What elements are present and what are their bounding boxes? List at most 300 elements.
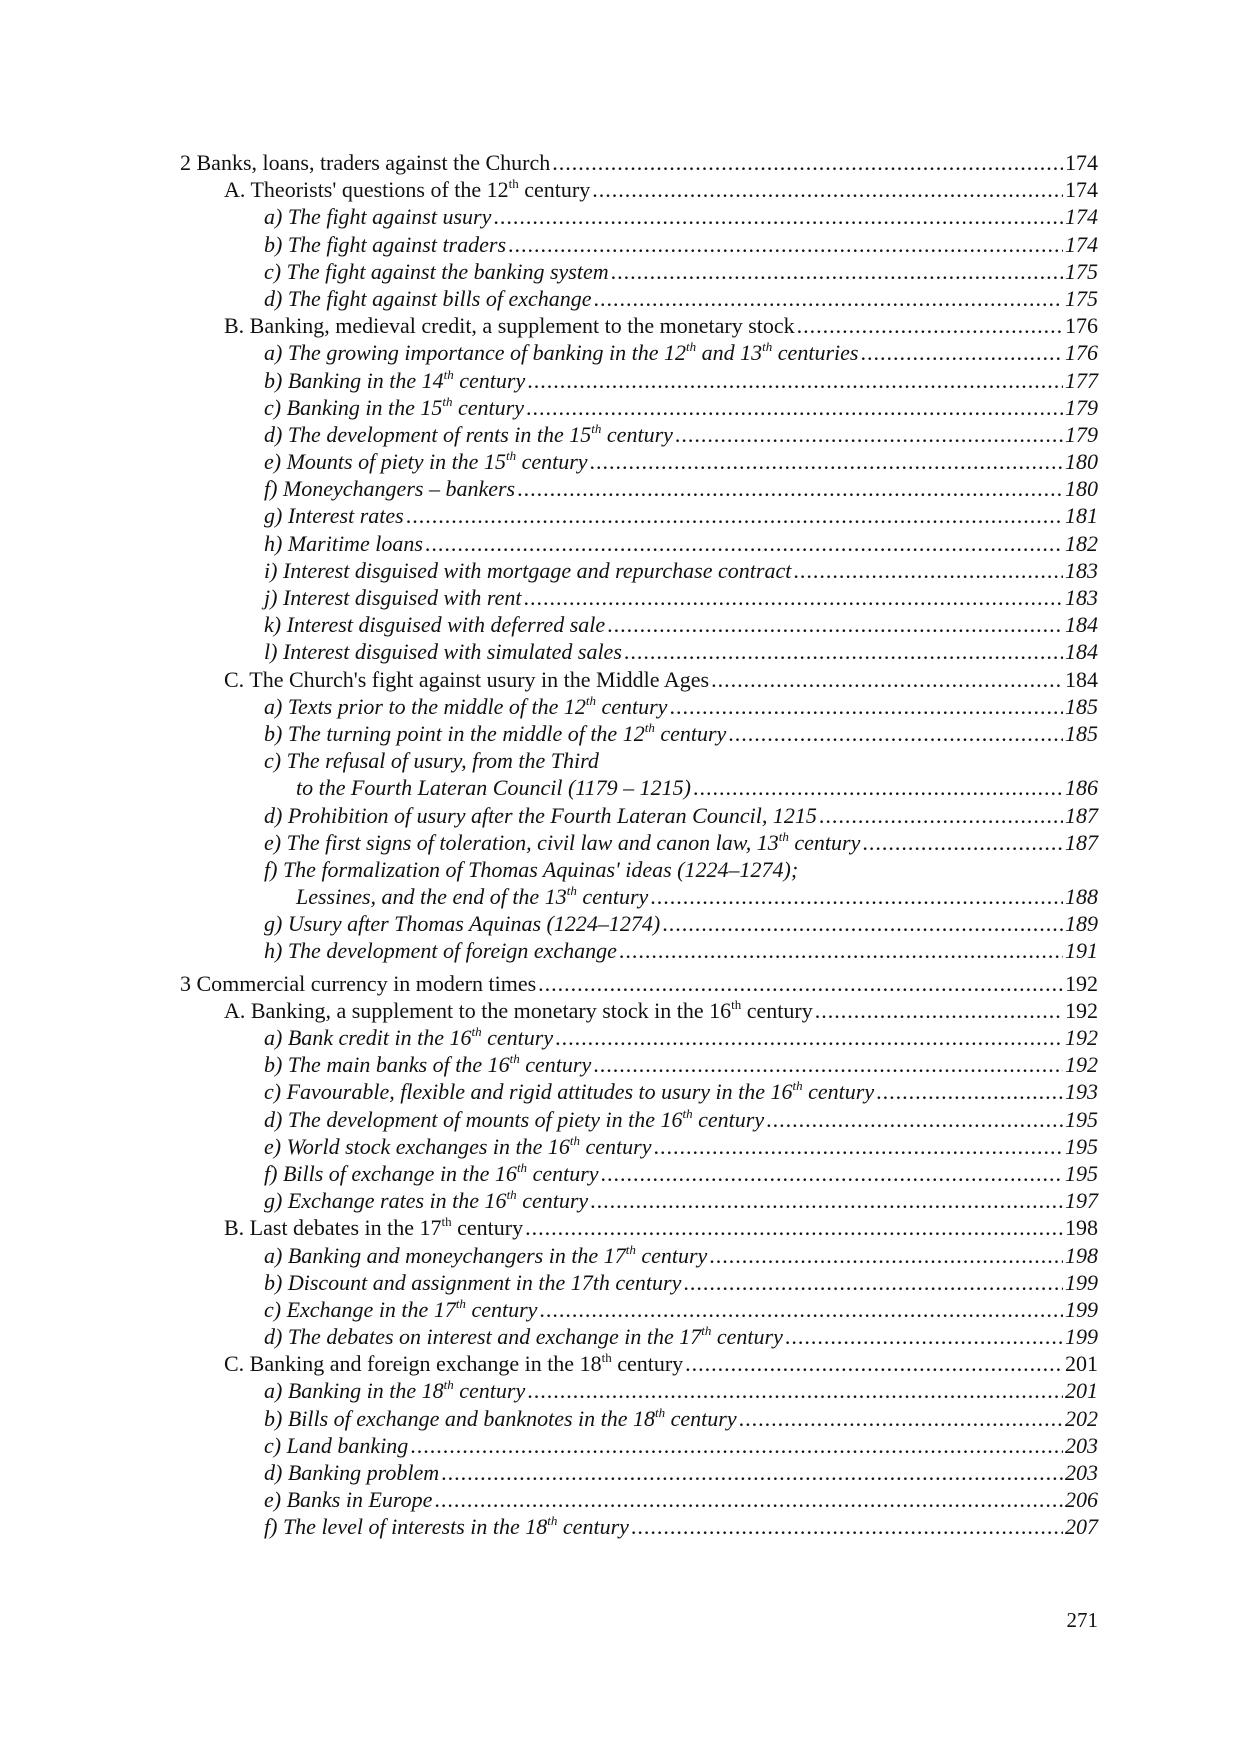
toc-entry-title (264, 937, 617, 964)
title-text: g) Interest rates (264, 503, 404, 529)
toc-subsection (180, 1323, 1098, 1350)
title-text: f) Bills of exchange in the 16 (264, 1160, 517, 1186)
toc-entry-title (264, 1459, 439, 1486)
title-text: a) Texts prior to the middle of the 12 (264, 693, 586, 719)
toc-entry-title (264, 502, 404, 529)
toc-subsection (180, 1432, 1098, 1459)
title-text: c) Favourable, flexible and rigid attitudes to usury in the 16 (264, 1079, 793, 1105)
title-text: g) Usury after Thomas Aquinas (1224–1274) (264, 911, 661, 937)
toc-subsection (180, 937, 1098, 964)
toc-page-number: 185 (1065, 693, 1098, 719)
dot-leader (739, 1405, 1063, 1432)
title-text: century (516, 449, 588, 475)
toc-page-number: 192 (1065, 1025, 1098, 1050)
superscript: th (443, 366, 454, 382)
toc-page-number: 193 (1065, 1079, 1098, 1105)
superscript: th (644, 719, 655, 735)
title-text: e) Mounts of piety in the 15 (264, 449, 506, 475)
title-text: k) Interest disguised with deferred sale (264, 612, 606, 638)
dot-leader (552, 149, 1063, 176)
title-text: b) Discount and assignment in the 17th century (264, 1269, 682, 1295)
toc-subsection (180, 747, 1098, 774)
title-text: c) The fight against the banking system (264, 258, 609, 284)
title-text: 2 Banks, loans, traders against the Church (180, 150, 551, 175)
toc-page-number: 180 (1065, 476, 1098, 502)
toc-entry-title (264, 1323, 783, 1350)
toc-entry-title (264, 1051, 591, 1078)
toc-subsection (180, 1269, 1098, 1296)
toc-page-number: 201 (1065, 1351, 1098, 1377)
title-text: a) The growing importance of banking in the 12 (264, 340, 687, 366)
toc-page-number: 182 (1065, 530, 1098, 556)
toc-entry-title (264, 258, 609, 285)
toc-entry-title (264, 530, 423, 557)
title-text: 3 Commercial currency in modern times (180, 970, 537, 996)
superscript: th (505, 448, 517, 464)
toc-entry-title (264, 1024, 553, 1051)
toc-page-number: 201 (1065, 1378, 1098, 1404)
title-text: century (481, 1025, 554, 1050)
superscript: th (441, 1214, 452, 1230)
superscript: th (455, 1295, 466, 1311)
toc-page-number: 191 (1065, 938, 1098, 964)
title-text: century (665, 1405, 737, 1431)
toc-subsection (180, 1459, 1098, 1486)
toc-subsection (180, 638, 1098, 665)
toc-subsection (180, 584, 1098, 611)
dot-leader (815, 997, 1063, 1024)
superscript: th (516, 1159, 528, 1175)
toc-page-number: 195 (1065, 1106, 1098, 1132)
title-text: C. The Church's fight against usury in the Middle Ages (224, 666, 710, 692)
superscript: th (547, 1513, 558, 1529)
toc-page-number: 179 (1065, 394, 1098, 420)
toc-page-number: 187 (1065, 829, 1098, 855)
toc-entry-title (264, 638, 622, 665)
toc-subsection (180, 856, 1098, 883)
title-text: century (465, 1296, 538, 1322)
title-text: c) The refusal of usury, from the Third (264, 748, 599, 774)
title-text: d) Prohibition of usury after the Fourth Lateran Council, 1215 (264, 802, 817, 828)
title-text: century (453, 367, 526, 393)
superscript: th (443, 1377, 454, 1393)
toc-entry-title (264, 557, 791, 584)
toc-subsection (180, 1405, 1098, 1432)
dot-leader (793, 557, 1063, 584)
dot-leader (711, 666, 1063, 693)
title-text: c) Land banking (264, 1432, 409, 1458)
toc-entry-title (264, 475, 515, 502)
title-text: century (741, 997, 813, 1023)
dot-leader (555, 1024, 1063, 1051)
toc-page-number: 186 (1065, 775, 1098, 801)
title-text: century (453, 1378, 526, 1404)
title-text: century (692, 1106, 765, 1132)
title-text: century (595, 693, 668, 719)
superscript: th (566, 883, 577, 899)
toc-subsection (180, 394, 1098, 421)
toc-page-number: 176 (1065, 340, 1098, 366)
dot-leader (425, 530, 1063, 557)
dot-leader (669, 693, 1063, 720)
toc-entry-title (264, 910, 660, 937)
superscript: th (471, 1024, 482, 1039)
toc-entry-title (264, 1432, 408, 1459)
toc-subsection (180, 1296, 1098, 1323)
title-text: C. Banking and foreign exchange in the 18 (224, 1351, 602, 1377)
toc-subsection (180, 557, 1098, 584)
toc-subsection (180, 883, 1098, 910)
toc-page-number: 206 (1065, 1487, 1098, 1513)
title-text: b) The fight against traders (264, 231, 507, 257)
superscript: th (591, 420, 602, 436)
dot-leader (766, 1106, 1063, 1133)
dot-leader (662, 910, 1063, 937)
dot-leader (631, 1513, 1063, 1540)
title-text: and 13 (696, 340, 763, 366)
toc-entry-title (264, 1187, 588, 1214)
title-text: century (527, 1160, 599, 1186)
dot-leader (653, 1133, 1063, 1160)
superscript: th (778, 828, 789, 844)
toc-entry-title (264, 1269, 681, 1296)
dot-leader (525, 1214, 1063, 1241)
toc-subsection (180, 285, 1098, 312)
toc-chapter (180, 970, 1098, 997)
superscript: th (686, 339, 697, 355)
toc-page-number: 180 (1065, 449, 1098, 475)
toc-entry-title (264, 1486, 432, 1513)
toc-page-number: 174 (1065, 231, 1098, 257)
superscript: th (442, 393, 453, 409)
title-text: century (516, 1188, 589, 1214)
dot-leader (590, 448, 1063, 475)
toc-page-number: 203 (1065, 1460, 1098, 1485)
toc-page-number: 199 (1065, 1269, 1098, 1295)
toc-page-number: 185 (1065, 720, 1098, 746)
title-text: f) The formalization of Thomas Aquinas' ideas (1224–1274); (264, 856, 799, 882)
toc-entry-title (264, 747, 599, 774)
toc-entry-title (180, 149, 550, 176)
toc-subsection (180, 910, 1098, 937)
toc-entry-title (180, 970, 536, 997)
toc-subsection (180, 1133, 1098, 1160)
toc-page-number: 197 (1065, 1188, 1098, 1214)
superscript: th (762, 339, 773, 355)
dot-leader (624, 638, 1063, 665)
superscript: th (682, 1105, 693, 1121)
dot-leader (517, 475, 1063, 502)
dot-leader (508, 231, 1063, 258)
dot-leader (539, 1296, 1063, 1323)
toc-subsection (180, 530, 1098, 557)
toc-entry-title (264, 285, 592, 312)
toc-page-number: 175 (1065, 258, 1098, 284)
toc-subsection (180, 720, 1098, 747)
toc-page-number: 187 (1065, 802, 1098, 828)
dot-leader (594, 285, 1063, 312)
title-text: century (451, 1215, 524, 1241)
dot-leader (693, 774, 1063, 801)
toc-entry-title (264, 611, 605, 638)
toc-subsection (180, 502, 1098, 529)
title-text: h) The development of foreign exchange (264, 938, 617, 964)
dot-leader (611, 258, 1063, 285)
dot-leader (607, 611, 1063, 638)
dot-leader (523, 584, 1063, 611)
dot-leader (876, 1078, 1063, 1105)
toc-entry-title (264, 693, 667, 720)
toc-subsection (180, 1242, 1098, 1269)
superscript: th (509, 1051, 520, 1067)
dot-leader (493, 203, 1063, 230)
toc-page-number: 189 (1065, 911, 1098, 937)
dot-leader (593, 1051, 1063, 1078)
toc-page-number: 195 (1065, 1160, 1098, 1186)
toc-subsection (180, 829, 1098, 856)
title-text: century (788, 829, 861, 855)
toc-subsection (180, 1160, 1098, 1187)
toc-subsection (180, 1106, 1098, 1133)
title-text: century (576, 884, 649, 910)
toc-entry-title (264, 829, 860, 856)
toc-subsection (180, 1377, 1098, 1404)
toc-subsection (180, 203, 1098, 230)
toc-entry-title (264, 802, 817, 829)
toc-subsection (180, 339, 1098, 366)
title-text: to the Fourth Lateran Council (1179 – 1215) (296, 775, 691, 801)
toc-section (180, 176, 1098, 203)
page-number: 271 (1066, 1608, 1098, 1632)
dot-leader (410, 1432, 1063, 1459)
toc-page-number: 174 (1065, 204, 1098, 230)
toc-page-number: 198 (1065, 1242, 1098, 1268)
toc-entry-title (264, 856, 798, 883)
toc-page-number: 188 (1065, 884, 1098, 910)
toc-chapter (180, 149, 1098, 176)
toc-page-number: 184 (1065, 666, 1098, 692)
toc-entry-title (264, 1377, 525, 1404)
title-text: B. Last debates in the 17 (224, 1215, 442, 1241)
title-text: g) Exchange rates in the 16 (264, 1188, 507, 1214)
toc-entry-title (224, 312, 795, 339)
toc-page-number: 174 (1065, 177, 1098, 203)
title-text: a) The fight against usury (264, 204, 492, 230)
dot-leader (441, 1459, 1063, 1486)
toc-entry-title (264, 1513, 629, 1540)
superscript: th (585, 692, 596, 708)
dot-leader (650, 883, 1063, 910)
toc-entry-title (264, 1133, 651, 1160)
toc-page-number: 183 (1065, 585, 1098, 610)
toc-page-number: 195 (1065, 1133, 1098, 1159)
title-text: century (519, 1052, 592, 1078)
superscript: th (731, 996, 742, 1012)
toc-page-number: 199 (1065, 1324, 1098, 1350)
dot-leader (619, 937, 1063, 964)
title-text: i) Interest disguised with mortgage and repurchase contract (264, 557, 792, 583)
toc-subsection (180, 1024, 1098, 1051)
toc-entry-title (224, 1214, 523, 1241)
title-text: b) Banking in the 14 (264, 367, 444, 393)
dot-leader (675, 421, 1063, 448)
superscript: th (792, 1078, 803, 1094)
toc-subsection (180, 448, 1098, 475)
title-text: century (635, 1242, 708, 1268)
title-text: c) Banking in the 15 (264, 394, 443, 420)
toc-page-number: 192 (1065, 997, 1098, 1023)
title-text: century (611, 1351, 684, 1377)
title-text: d) The debates on interest and exchange in the 17 (264, 1324, 702, 1350)
superscript: th (506, 1187, 517, 1203)
title-text: j) Interest disguised with rent (264, 585, 522, 610)
toc-page-number: 198 (1065, 1215, 1098, 1241)
toc-entry-title (264, 1078, 874, 1105)
title-text: d) The fight against bills of exchange (264, 285, 592, 311)
toc-page-number: 184 (1065, 639, 1098, 665)
title-text: a) Bank credit in the 16 (264, 1025, 472, 1050)
toc-entry-title (224, 997, 813, 1024)
toc-page-number: 207 (1065, 1514, 1098, 1540)
toc-page-number: 199 (1065, 1296, 1098, 1322)
toc-section (180, 312, 1098, 339)
toc-page-number: 202 (1065, 1405, 1098, 1431)
title-text: century (452, 394, 524, 420)
title-text: d) Banking problem (264, 1460, 440, 1485)
title-text: d) The development of mounts of piety in the 16 (264, 1106, 683, 1132)
toc-page-number: 192 (1065, 1052, 1098, 1078)
toc-entry-title (264, 203, 491, 230)
toc-entry-title (264, 720, 726, 747)
toc-entry-title (264, 1160, 599, 1187)
superscript: th (655, 1404, 666, 1420)
dot-leader (526, 394, 1063, 421)
title-text: A. Theorists' questions of the 12 (224, 177, 509, 203)
toc-entry-title (264, 448, 588, 475)
toc-subsection (180, 475, 1098, 502)
toc-subsection (180, 774, 1098, 801)
title-text: century (557, 1514, 629, 1540)
toc-entry-title (264, 1405, 737, 1432)
dot-leader (862, 829, 1063, 856)
toc-subsection (180, 802, 1098, 829)
toc-entry-title (296, 774, 691, 801)
toc-section (180, 1350, 1098, 1377)
toc-entry-title (224, 1350, 683, 1377)
toc-entry-title (264, 231, 506, 258)
dot-leader (406, 502, 1063, 529)
title-text: A. Banking, a supplement to the monetary stock in the 16 (224, 997, 732, 1023)
title-text: l) Interest disguised with simulated sales (264, 639, 622, 665)
toc-subsection (180, 1051, 1098, 1078)
table-of-contents (180, 149, 1098, 1541)
title-text: B. Banking, medieval credit, a supplement to the monetary stock (224, 313, 795, 339)
dot-leader (709, 1242, 1063, 1269)
toc-subsection (180, 1513, 1098, 1540)
title-text: e) Banks in Europe (264, 1487, 433, 1513)
toc-page-number: 176 (1065, 313, 1098, 339)
toc-entry-title (264, 1242, 707, 1269)
toc-entry-title (296, 883, 648, 910)
title-text: century (601, 421, 673, 447)
toc-page-number: 184 (1065, 612, 1098, 638)
title-text: Lessines, and the end of the 13 (296, 884, 567, 910)
toc-entry-title (264, 1296, 537, 1323)
title-text: a) Banking in the 18 (264, 1378, 444, 1404)
title-text: d) The development of rents in the 15 (264, 421, 592, 447)
dot-leader (601, 1160, 1063, 1187)
toc-section (180, 1214, 1098, 1241)
title-text: a) Banking and moneychangers in the 17 (264, 1242, 626, 1268)
title-text: century (580, 1133, 652, 1159)
title-text: century (654, 720, 727, 746)
dot-leader (592, 176, 1063, 203)
toc-subsection (180, 258, 1098, 285)
superscript: th (701, 1323, 712, 1339)
toc-entry-title (264, 584, 521, 611)
toc-section (180, 666, 1098, 693)
title-text: e) World stock exchanges in the 16 (264, 1133, 570, 1159)
dot-leader (590, 1187, 1063, 1214)
toc-page-number: 177 (1065, 367, 1098, 393)
superscript: th (508, 176, 519, 192)
title-text: century (711, 1324, 783, 1350)
toc-section (180, 997, 1098, 1024)
title-text: centuries (772, 340, 859, 366)
dot-leader (434, 1486, 1063, 1513)
toc-subsection (180, 693, 1098, 720)
superscript: th (569, 1132, 581, 1148)
toc-entry-title (224, 176, 590, 203)
title-text: f) The level of interests in the 18 (264, 1514, 548, 1540)
toc-page-number: 203 (1065, 1432, 1098, 1458)
dot-leader (797, 312, 1063, 339)
toc-subsection (180, 367, 1098, 394)
toc-entry-title (264, 421, 673, 448)
dot-leader (527, 1377, 1063, 1404)
toc-entry-title (264, 394, 524, 421)
title-text: f) Moneychangers – bankers (264, 476, 516, 502)
title-text: e) The first signs of toleration, civil law and canon law, 13 (264, 829, 779, 855)
dot-leader (728, 720, 1063, 747)
toc-subsection (180, 1486, 1098, 1513)
toc-page-number: 179 (1065, 421, 1098, 447)
toc-entry-title (264, 367, 525, 394)
title-text: b) The main banks of the 16 (264, 1052, 510, 1078)
toc-page-number: 174 (1065, 150, 1098, 175)
toc-page-number: 183 (1065, 557, 1098, 583)
toc-subsection (180, 1187, 1098, 1214)
title-text: b) The turning point in the middle of the 12 (264, 720, 645, 746)
toc-subsection (180, 421, 1098, 448)
superscript: th (625, 1241, 636, 1257)
title-text: h) Maritime loans (264, 530, 423, 556)
dot-leader (527, 367, 1063, 394)
toc-subsection (180, 231, 1098, 258)
dot-leader (819, 802, 1063, 829)
dot-leader (685, 1350, 1063, 1377)
toc-entry-title (224, 666, 709, 693)
toc-page-number: 192 (1065, 970, 1098, 996)
dot-leader (683, 1269, 1063, 1296)
title-text: century (802, 1079, 875, 1105)
dot-leader (785, 1323, 1063, 1350)
title-text: century (518, 177, 591, 203)
dot-leader (538, 970, 1063, 997)
toc-page-number: 175 (1065, 285, 1098, 311)
superscript: th (601, 1350, 612, 1366)
toc-subsection (180, 1078, 1098, 1105)
